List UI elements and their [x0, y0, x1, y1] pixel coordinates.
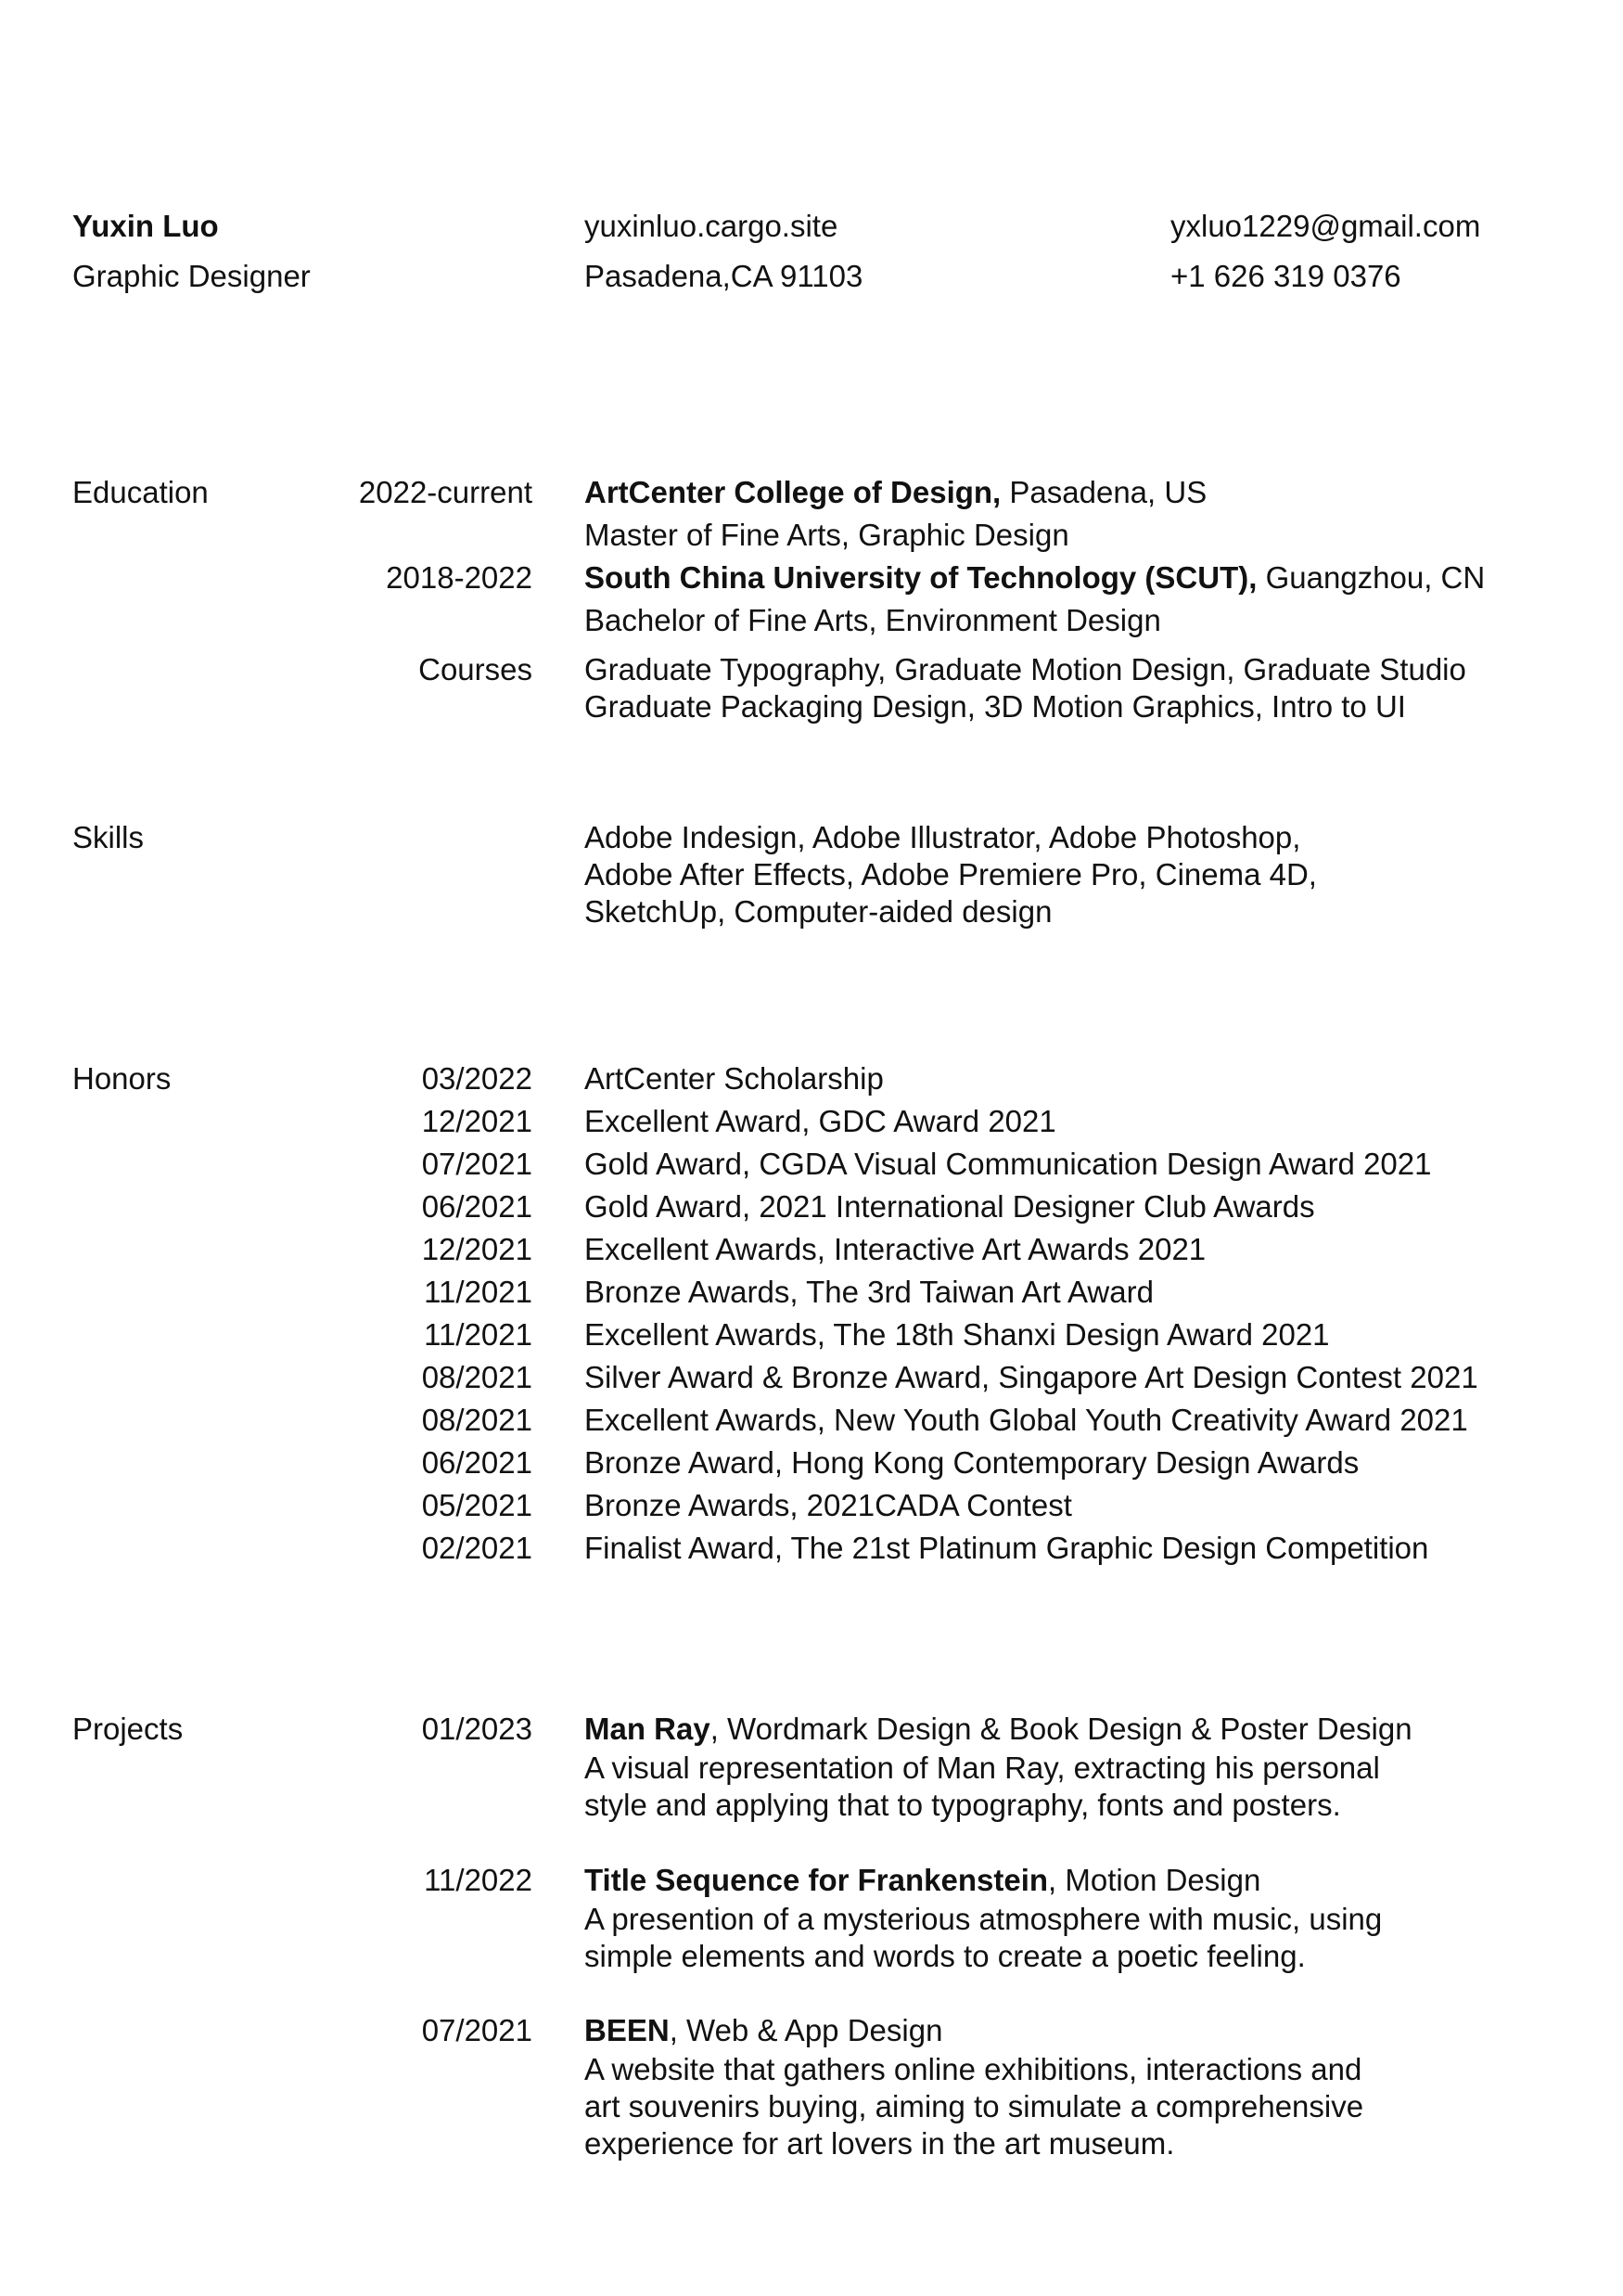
- school-place: Pasadena, US: [1001, 475, 1208, 509]
- education-school: [584, 474, 1207, 511]
- school-name: ArtCenter College of Design,: [584, 475, 1002, 509]
- location: Pasadena,CA 91103: [584, 259, 863, 293]
- person-name: Yuxin Luo: [72, 209, 219, 243]
- honor-text: Finalist Award, The 21st Platinum Graphic Design Competition: [584, 1531, 1429, 1565]
- education-degree: Bachelor of Fine Arts, Environment Design: [584, 603, 1161, 637]
- email-link[interactable]: yxluo1229@gmail.com: [1170, 209, 1481, 243]
- skills-line: Adobe Indesign, Adobe Illustrator, Adobe Photoshop,: [584, 820, 1301, 854]
- project-description: A presention of a mysterious atmosphere with music, using: [584, 1902, 1383, 1936]
- honor-date: 06/2021: [421, 1189, 532, 1224]
- website-link[interactable]: yuxinluo.cargo.site: [584, 209, 838, 243]
- courses-line: Graduate Packaging Design, 3D Motion Graphics, Intro to UI: [584, 689, 1406, 724]
- school-name: South China University of Technology (SCUT),: [584, 560, 1258, 595]
- project-date: 01/2023: [421, 1712, 532, 1746]
- section-label-honors: Honors: [72, 1061, 172, 1096]
- honor-text: Bronze Awards, The 3rd Taiwan Art Award: [584, 1275, 1154, 1309]
- skills-line: SketchUp, Computer-aided design: [584, 894, 1053, 929]
- skills-line: Adobe After Effects, Adobe Premiere Pro, Cinema 4D,: [584, 857, 1317, 891]
- project-description: A website that gathers online exhibitions, interactions and: [584, 2052, 1362, 2086]
- honor-date: 12/2021: [421, 1232, 532, 1266]
- project-description: art souvenirs buying, aiming to simulate a comprehensive: [584, 2089, 1364, 2123]
- honor-text: Bronze Award, Hong Kong Contemporary Design Awards: [584, 1445, 1360, 1480]
- honor-date: 08/2021: [421, 1360, 532, 1394]
- honor-date: 02/2021: [421, 1531, 532, 1565]
- person-title: Graphic Designer: [72, 259, 311, 293]
- section-label-education: Education: [72, 475, 209, 509]
- project-title: Title Sequence for Frankenstein: [584, 1863, 1049, 1897]
- honor-date: 07/2021: [421, 1147, 532, 1181]
- courses-label: Courses: [418, 652, 532, 686]
- honor-date: 11/2021: [424, 1275, 532, 1309]
- honor-date: 03/2022: [421, 1061, 532, 1096]
- project-title: Man Ray: [584, 1712, 710, 1746]
- project-heading: [584, 1862, 1260, 1899]
- project-type: , Wordmark Design & Book Design & Poster Design: [709, 1712, 1412, 1746]
- honor-date: 12/2021: [421, 1104, 532, 1138]
- education-date: 2022-current: [358, 475, 532, 509]
- honor-text: Bronze Awards, 2021CADA Contest: [584, 1488, 1072, 1522]
- honor-date: 08/2021: [421, 1403, 532, 1437]
- honor-date: 11/2021: [424, 1317, 532, 1352]
- project-title: BEEN: [584, 2013, 670, 2047]
- honor-text: ArtCenter Scholarship: [584, 1061, 884, 1096]
- honor-text: Excellent Awards, Interactive Art Awards 2021: [584, 1232, 1207, 1266]
- project-date: 11/2022: [424, 1863, 532, 1897]
- honor-date: 05/2021: [421, 1488, 532, 1522]
- phone: +1 626 319 0376: [1170, 259, 1401, 293]
- honor-text: Excellent Awards, The 18th Shanxi Design Award 2021: [584, 1317, 1330, 1352]
- project-heading: [584, 1711, 1412, 1748]
- project-heading: [584, 2012, 942, 2049]
- project-date: 07/2021: [421, 2013, 532, 2047]
- section-label-projects: Projects: [72, 1712, 184, 1746]
- education-date: 2018-2022: [386, 560, 532, 595]
- honor-text: Silver Award & Bronze Award, Singapore Art Design Contest 2021: [584, 1360, 1478, 1394]
- education-school: [584, 559, 1485, 596]
- honor-text: Excellent Award, GDC Award 2021: [584, 1104, 1056, 1138]
- honor-text: Excellent Awards, New Youth Global Youth Creativity Award 2021: [584, 1403, 1468, 1437]
- honor-date: 06/2021: [421, 1445, 532, 1480]
- project-type: , Web & App Design: [669, 2013, 943, 2047]
- courses-line: Graduate Typography, Graduate Motion Design, Graduate Studio: [584, 652, 1466, 686]
- education-degree: Master of Fine Arts, Graphic Design: [584, 518, 1069, 552]
- honor-text: Gold Award, CGDA Visual Communication Design Award 2021: [584, 1147, 1432, 1181]
- project-description: experience for art lovers in the art museum.: [584, 2126, 1175, 2161]
- project-description: A visual representation of Man Ray, extracting his personal: [584, 1751, 1380, 1785]
- project-description: simple elements and words to create a poetic feeling.: [584, 1939, 1306, 1973]
- section-label-skills: Skills: [72, 820, 145, 854]
- school-place: Guangzhou, CN: [1257, 560, 1486, 595]
- project-description: style and applying that to typography, fonts and posters.: [584, 1788, 1341, 1822]
- project-type: , Motion Design: [1048, 1863, 1261, 1897]
- honor-text: Gold Award, 2021 International Designer Club Awards: [584, 1189, 1315, 1224]
